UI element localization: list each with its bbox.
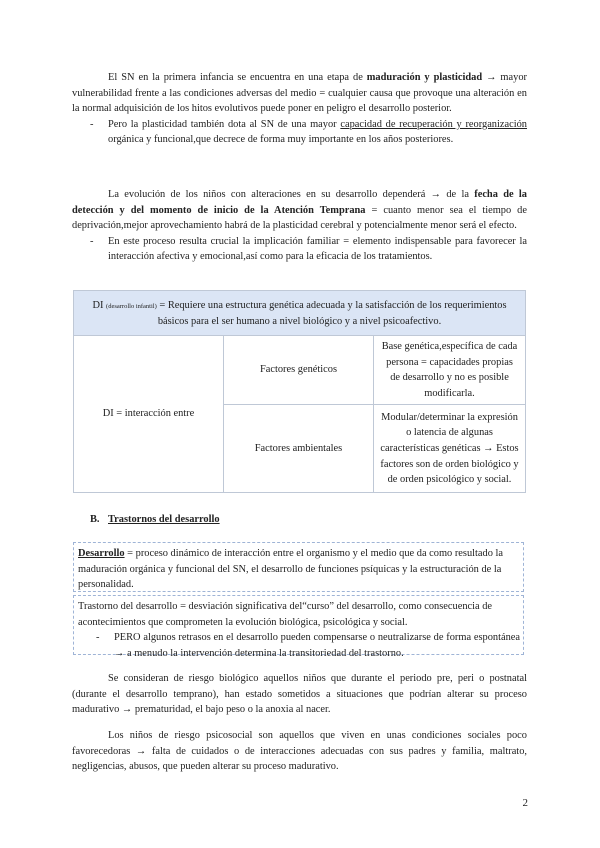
intro-paragraph — [72, 70, 527, 148]
bold-text: fecha de la detección y del momento de inicio de la Atención Temprana — [72, 189, 527, 216]
underlined-text: capacidad de recuperación y reorganización — [340, 118, 528, 130]
dash-marker: - — [96, 632, 100, 644]
bullet-list — [72, 117, 527, 148]
definition-paragraph — [78, 546, 520, 593]
text-span: En este proceso resulta crucial la implicación familiar = elemento indispensable para favorecer la interacción afectiva y emocional,así como para la eficacia de los tratamientos. — [108, 235, 527, 263]
text-span: = Requiere una estructura genética adecuada y la satisfacción de los requerimientos básicos para el ser humano a nivel biológico y a nivel psicoafectivo. — [156, 299, 507, 327]
text-span: La evolución de los niños con alteraciones en su desarrollo dependerá → de la — [108, 189, 475, 200]
paragraph-evolution — [72, 187, 527, 234]
factor-cell: Factores genéticos — [224, 336, 374, 405]
disorder-box — [73, 595, 524, 659]
text-span: El SN en la primera infancia se encuentra en una etapa de — [108, 72, 367, 83]
definition-box — [73, 542, 524, 592]
interaction-cell: DI = interacción entre — [74, 336, 224, 493]
development-table — [73, 290, 526, 493]
bold-text: maduración y plasticidad — [366, 72, 483, 83]
text-span: → mayor vulnerabilidad frente a las condiciones adversas del medio = cualquier causa que provoque una alteración en la normal adquisición de los hitos evolutivos puede poner en peligro el desarrollo posterior. — [72, 72, 527, 115]
bullet-list — [72, 234, 527, 265]
page-number: 2 — [522, 797, 528, 809]
table-header — [74, 291, 526, 336]
description-cell: Base genética,específica de cada persona = capacidades propias de desarrollo y no es posible modificarla. — [374, 336, 526, 405]
section-heading — [90, 512, 220, 528]
section-title: Trastornos del desarrollo — [108, 514, 220, 525]
text-span: PERO algunos retrasos en el desarrollo pueden compensarse o neutralizarse de forma espontánea → a menudo la intervención determina la transitoriedad del trastorno. — [114, 632, 520, 659]
list-item — [78, 630, 520, 661]
paragraph-biological-risk: Se consideran de riesgo biológico aquellos niños que durante el periodo pre, peri o postnatal (durante el desarrollo temprano), han estado sometidos a situaciones que podrían alterar su proceso madurativo → prematuridad, el bajo peso o la anoxia al nacer. — [72, 673, 527, 716]
dash-marker: - — [90, 118, 94, 130]
disorder-paragraph: Trastorno del desarrollo = desviación significativa del“curso” del desarrollo, como consecuencia de acontecimientos que comprometen la evolución biológica, psicológica y social. — [78, 601, 493, 628]
dash-marker: - — [90, 235, 94, 247]
paragraph-plasticity — [72, 70, 527, 117]
defined-term: Desarrollo — [78, 548, 125, 559]
psychosocial-risk-paragraph — [72, 728, 527, 775]
text-span: = cuanto menor sea el tiempo de deprivación,mejor aprovechamiento habrá de la plasticidad cerebral y potencialmente menor será el efecto. — [72, 204, 527, 232]
paragraph-psychosocial-risk: Los niños de riesgo psicosocial son aquellos que viven en unas condiciones sociales poco favorecedoras → falta de cuidados o de interacciones adecuadas con sus padres y familia, maltrato, negligencias, abusos, que pueden alterar su proceso madurativo. — [72, 730, 527, 773]
bullet-list — [78, 630, 520, 661]
text-span: orgánica y funcional,que decrece de forma muy importante en los años posteriores. — [108, 134, 454, 146]
text-span: Pero la plasticidad también dota al SN de una mayor — [108, 118, 341, 130]
text-span: = proceso dinámico de interacción entre el organismo y el medio que da como resultado la maduración orgánica y funcional del SN, el desarrollo de funciones psíquicas y la estructuración de la personalidad. — [78, 548, 504, 591]
evolution-paragraph — [72, 187, 527, 265]
factor-cell: Factores ambientales — [224, 405, 374, 493]
small-text: (desarrollo infantil) — [106, 302, 157, 310]
list-item — [72, 117, 527, 148]
description-cell: Modular/determinar la expresión o latencia de algunas características genéticas → Estos factores son de orden biológico y de orden psicológico y social. — [374, 405, 526, 493]
biological-risk-paragraph — [72, 671, 527, 718]
section-letter: B. — [90, 514, 100, 525]
text-span: DI — [92, 299, 107, 311]
list-item — [72, 234, 527, 265]
